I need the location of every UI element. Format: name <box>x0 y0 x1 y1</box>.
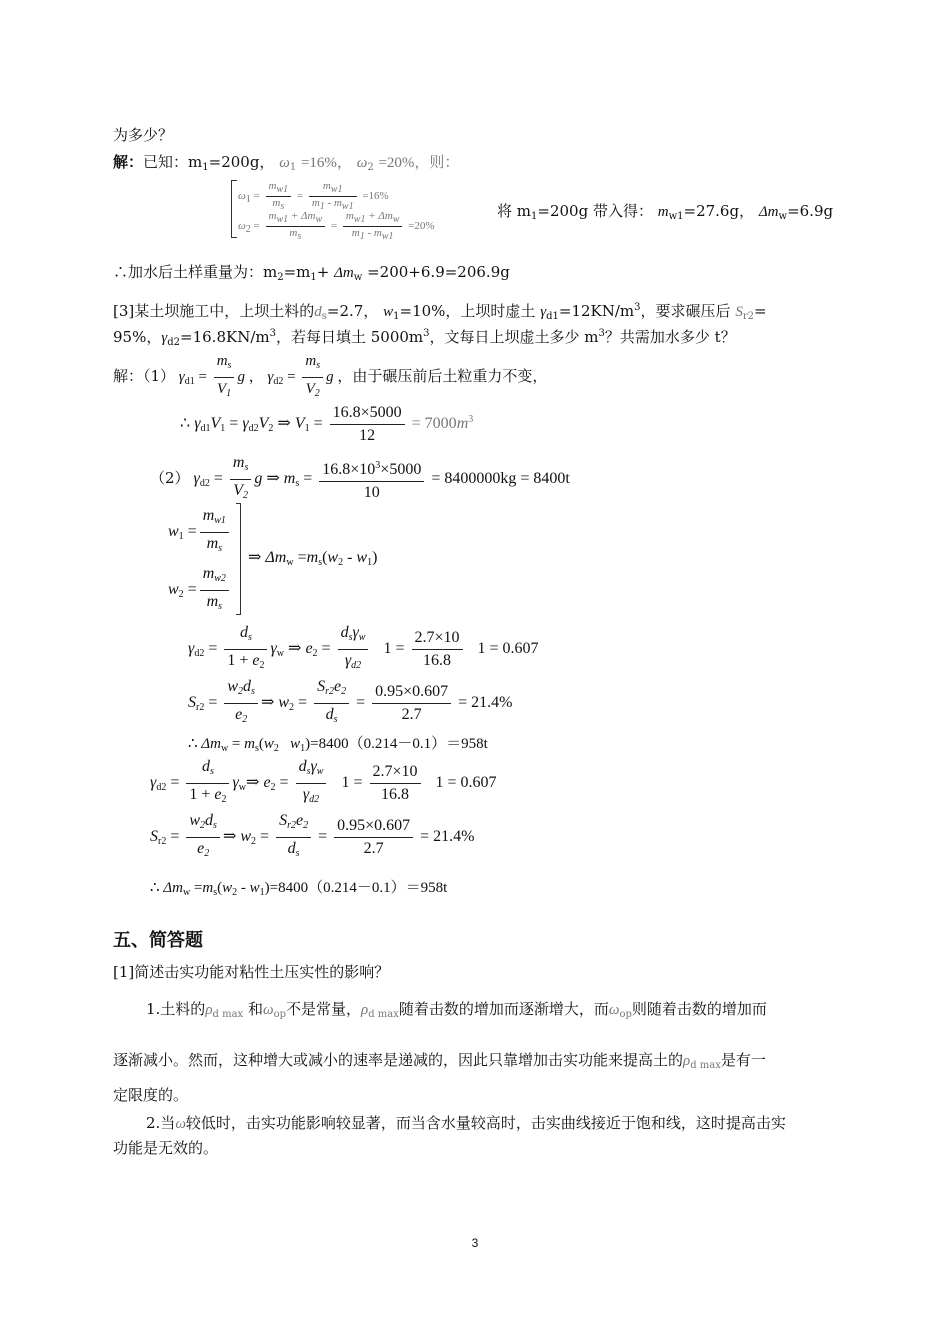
answer-para2-line1: 2.当ω较低时，击实功能影响较显著，而当含水量较高时，击实曲线接近于饱和线，这时提高击实 <box>146 1114 786 1132</box>
substitution-text: 将 $m_1=200g$ 带入得： $m_{w1}=27.6g$， $\Delta m_w=6.9g$ <box>497 202 834 222</box>
equation-w1-def: $w_1$ = $\frac{m_{w1}}{m_s}$ <box>168 505 232 560</box>
equation-e2-b: $\gamma_{d2}$ = $\frac{d_s}{1 + e_2}$ $\gamma_w\Rightarrow$ $e_2$ = $\frac{d_s\gamma_w}{\gamma_{d2}}$ 1 = $\frac{2.7\times 10}{16.8}$ 1 = 0.607 <box>150 758 497 805</box>
answer-para1-line1: 1.土料的$\rho_{d max}$ 和$\omega_{op}$不是常量，$\rho_{d max}$随着击数的增加而逐渐增大，而$\omega_{op}$则随着击数的增加而 <box>146 1000 767 1020</box>
equation-sr2-a: $S_{r2}$ = $\frac{w_2d_s}{e_2}$ ⇒ $w_2$ = $\frac{S_{r2}e_2}{d_s}$ = $\frac{0.95\times 0.607}{2.7}$ = 21.4% <box>188 678 513 725</box>
answer-para2-line2: 功能是无效的。 <box>113 1139 219 1157</box>
equation-w2: $\omega_2$ = $\frac{m_{w1} + \Delta m_w}{m_s}$ = $\frac{m_{w1} + \Delta m_w}{m_1 - m_{w1}}$ =20% <box>238 210 435 242</box>
question3-line2: 95%，$\gamma_{d2}=16.8KN/m^3$，若每日填土 $5000m^3$，文每日上坝虚土多少 $m^3$？共需加水多少 t？ <box>113 328 736 348</box>
equation-sr2-b: $S_{r2}$ = $\frac{w_2d_s}{e_2}$ ⇒ $w_2$ = $\frac{S_{r2}e_2}{d_s}$ = $\frac{0.95\times 0.607}{2.7}$ = 21.4% <box>150 812 475 859</box>
question-tail: 为多少？ <box>113 126 174 144</box>
solution1-result: ∴加水后土样重量为：$m_2=m_1+ \Delta m_w =200+6.9=206.9g$ <box>113 263 510 283</box>
equation-w2-def: $w_2$ = $\frac{m_{w2}}{m_s}$ <box>168 563 232 618</box>
section-title: 五、简答题 <box>113 930 203 951</box>
right-brace <box>236 503 241 615</box>
left-brace <box>231 180 237 238</box>
solution3-part1: 解：（1） $\gamma_{d1}$ = $\frac{m_s}{V_1}$ g ， $\gamma_{d2}$ = $\frac{m_s}{V_2}$ g ，由于碾压前后土粒重力不变， <box>113 350 547 405</box>
equation-w1: $\omega_1$ = $\frac{m_{w1}}{m_s}$ = $\frac{m_{w1}}{m_1 - m_{w1}}$ =16% <box>238 180 389 212</box>
equation-ms: （2） $\gamma_{d2}$ = $\frac{m_s}{V_2}$ g ⇒ $m_s$ = $\frac{16.8\times 10^3\times 5000}{10}$ = 8400000kg = 8400t <box>150 454 570 501</box>
question3-line1: [3]某土坝施工中，上坝土料的$d_s=2.7$， $w_1=10\%$，上坝时虚土 $\gamma_{d1}=12KN/m^3$，要求碾压后 $S_{r2}=$ <box>113 302 767 322</box>
equation-e2-a: $\gamma_{d2}$ = $\frac{d_s}{1 + e_2}$ $\gamma_w$ ⇒ $e_2$ = $\frac{d_s\gamma_w}{\gamma_{d2}}$ 1 = $\frac{2.7\times 10}{16.8}$ 1 = 0.607 <box>188 624 539 671</box>
equation-dmw-result-a: ∴ $\Delta m_w = m_s(w_2$ $w_1)=8400(0.214-0.1)=958t$ <box>188 736 488 754</box>
equation-dmw: ⇒ $\Delta m_w =m_s(w_2 - w_1)$ <box>248 549 378 568</box>
answer-para1-line3: 定限度的。 <box>113 1086 189 1104</box>
solution1-given: 解：已知：$m_1=200g$， $\omega_1 =16\%$， $\omega_2 =20\%$，则： <box>113 153 460 173</box>
equation-v1: ∴ $\gamma_{d1}V_1 = \gamma_{d2}V_2$ ⇒ $V_1$ = $\frac{16.8\times 5000}{12}$ = $7000m^3$ <box>180 404 474 444</box>
equation-dmw-result-b: ∴ $\Delta m_w =m_s(w_2 - w_1)=8400(0.214-0.1)=958t$ <box>150 880 448 898</box>
page-number: 3 <box>471 1236 479 1250</box>
section5-question1: [1]简述击实功能对粘性土压实性的影响？ <box>113 963 390 981</box>
answer-para1-line2: 逐渐减小。然而，这种增大或减小的速率是递减的，因此只靠增加击实功能来提高土的$\rho_{d max}$是有一 <box>113 1051 766 1071</box>
